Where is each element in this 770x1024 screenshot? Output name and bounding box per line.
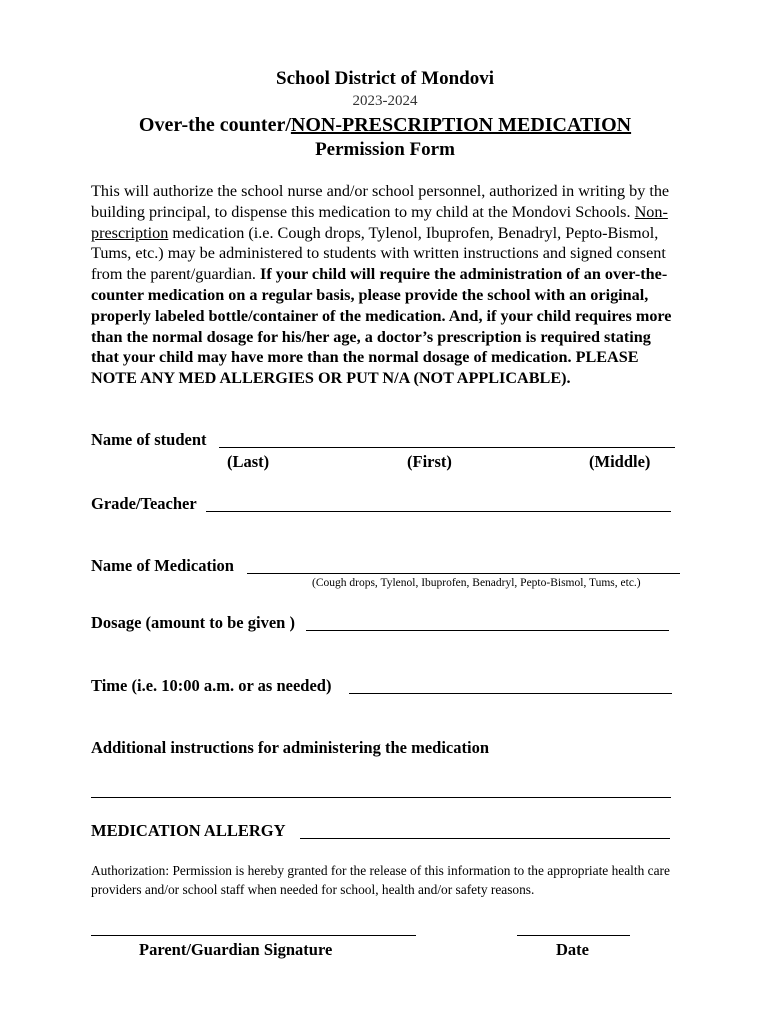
first-name-label: (First) [407, 452, 452, 471]
school-year: 2023-2024 [352, 93, 418, 109]
form-title-prefix: Over-the counter/ [138, 114, 291, 136]
parent-signature-line[interactable] [91, 935, 416, 936]
medication-hint: (Cough drops, Tylenol, Ibuprofen, Benadryl, Pepto-Bismol, Tums, etc.) [312, 577, 641, 589]
medication-allergy-label: MEDICATION ALLERGY [91, 821, 286, 840]
intro-bold-text: If your child will require the administration of an over-the-counter medication on a regular basis, please provide the school with an original, properly labeled bottle/container of the medication. And, if your child requires more than the normal dosage for his/her age, a doctor’s prescription is required stating that your child may have more than the normal dosage of medication. PLEASE NOTE ANY MED ALLERGIES OR PUT N/A (NOT APPLICABLE). [91, 265, 672, 388]
district-name: School District of Mondovi [276, 68, 494, 89]
grade-teacher-label: Grade/Teacher [91, 494, 197, 513]
dosage-label: Dosage (amount to be given ) [91, 613, 295, 632]
additional-instructions-label: Additional instructions for administering the medication [91, 738, 490, 757]
intro-text-2: medication (i.e. Cough drops, Tylenol, Ibuprofen, Benadryl, Pepto-Bismol, Tums, etc.) may be administered to students with written instructions and signed consent from the parent/guardian. [91, 223, 666, 284]
last-name-label: (Last) [227, 452, 270, 471]
form-subtitle: Permission Form [315, 139, 455, 160]
medication-name-label: Name of Medication [91, 556, 234, 575]
grade-teacher-line[interactable] [206, 511, 671, 512]
intro-underlined: Non-prescription [91, 202, 668, 242]
intro-text-1: This will authorize the school nurse and/or school personnel, authorized in writing by the building principal, to dispense this medication to my child at the Mondovi Schools. [91, 182, 670, 221]
additional-instructions-line[interactable] [91, 797, 671, 798]
time-label: Time (i.e. 10:00 a.m. or as needed) [91, 676, 332, 695]
middle-name-label: (Middle) [589, 452, 651, 471]
authorization-text: Authorization: Permission is hereby granted for the release of this information to the appropriate health care providers and/or school staff when needed for school, health and/or safety reasons. [91, 863, 670, 897]
parent-signature-label: Parent/Guardian Signature [139, 940, 333, 959]
intro-paragraph [91, 181, 681, 389]
date-line[interactable] [517, 935, 630, 936]
time-line[interactable] [349, 693, 672, 694]
date-label: Date [556, 940, 589, 959]
student-name-label: Name of student [91, 430, 207, 449]
student-name-line[interactable] [219, 447, 675, 448]
medication-name-line[interactable] [247, 573, 680, 574]
medication-allergy-line[interactable] [300, 838, 670, 839]
form-title [0, 114, 770, 137]
dosage-line[interactable] [306, 630, 669, 631]
form-title-underlined: NON-PRESCRIPTION MEDICATION [290, 114, 632, 136]
